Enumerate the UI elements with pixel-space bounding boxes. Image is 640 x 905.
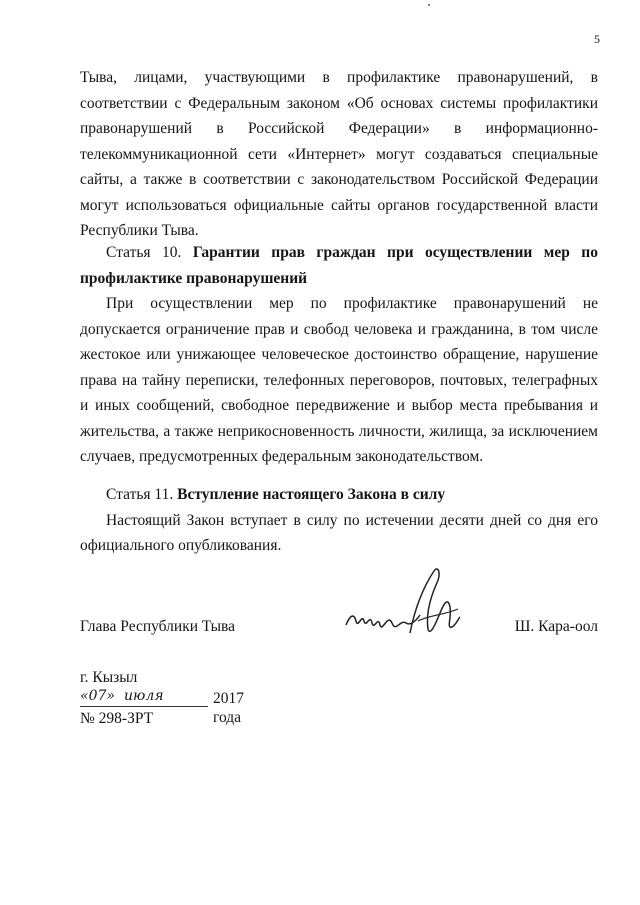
article-11-number: Статья 11. bbox=[106, 486, 174, 503]
article-11-text: Настоящий Закон вступает в силу по истечении десяти дней со дня его официального опубликования. bbox=[80, 511, 598, 554]
article-10-title: Гарантии прав граждан при осуществлении мер по профилактике правонарушений bbox=[80, 244, 598, 287]
handwritten-signature bbox=[340, 563, 470, 651]
signatory-title: Глава Республики Тыва bbox=[80, 618, 236, 635]
date-year: 2017 года bbox=[213, 690, 244, 726]
place: г. Кызыл bbox=[80, 669, 138, 686]
signatory-name: Ш. Кара-оол bbox=[514, 618, 598, 635]
article-10-heading bbox=[80, 240, 598, 291]
intro-text: Тыва, лицами, участвующими в профилактике правонарушений, в соответствии с Федеральным законом «Об основах системы профилактики правонарушений в Российской Федерации» в информационно-телекоммуникационной сети «Интернет» могут создаваться специальные сайты, а также в соответствии с законодательством Российской Федерации могут использоваться официальные сайты органов государственной власти Республики Тыва. bbox=[80, 69, 598, 239]
article-10 bbox=[80, 240, 598, 470]
article-10-number: Статья 10. bbox=[106, 244, 182, 261]
article-11-title: Вступление настоящего Закона в силу bbox=[177, 486, 446, 503]
article-11 bbox=[80, 482, 598, 559]
date-underline bbox=[80, 706, 208, 707]
date-day: «07» bbox=[80, 688, 115, 704]
scan-speck bbox=[428, 4, 430, 6]
intro-paragraph bbox=[80, 65, 598, 244]
date-month: июля bbox=[124, 688, 164, 704]
page-number: 5 bbox=[594, 32, 600, 46]
document-meta bbox=[80, 668, 244, 728]
article-11-heading bbox=[80, 482, 598, 508]
article-10-text: При осуществлении мер по профилактике правонарушений не допускается ограничение прав и свобод человека и гражданина, в том числе жестокое или унижающее человеческое достоинство обращение, нарушение права на тайну переписки, телефонных переговоров, почтовых, телеграфных и иных сообщений, свободное передвижение и выбор места пребывания и жительства, а также неприкосновенность личности, жилища, за исключением случаев, предусмотренных федеральным законодательством. bbox=[80, 295, 598, 465]
law-number: № 298-ЗРТ bbox=[80, 710, 154, 727]
